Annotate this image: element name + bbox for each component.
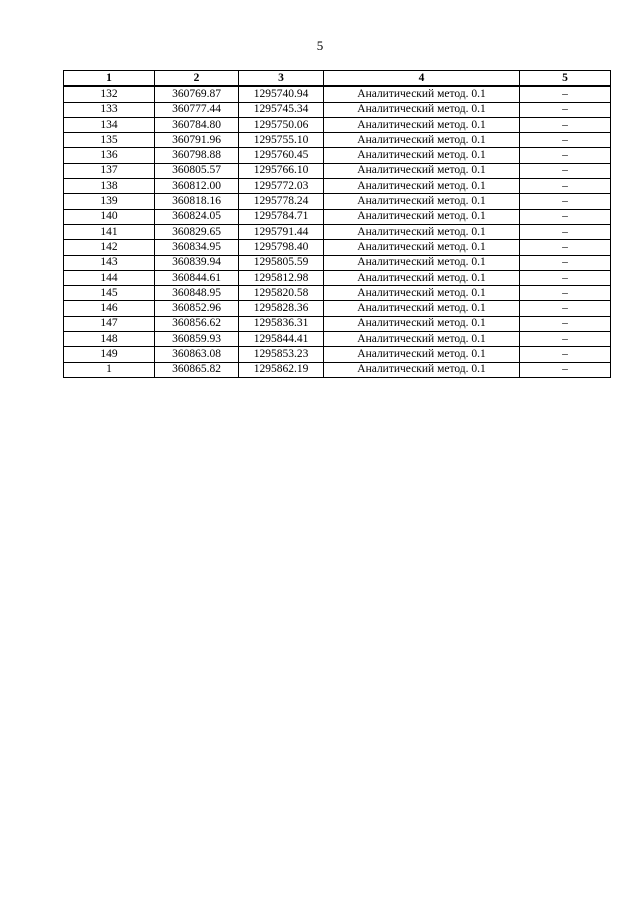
note-cell: –	[520, 133, 611, 148]
header-cell-1: 1	[64, 71, 155, 87]
table-row	[64, 86, 611, 102]
note-cell: –	[520, 347, 611, 362]
method-cell: Аналитический метод. 0.1	[324, 148, 520, 163]
method-cell: Аналитический метод. 0.1	[324, 224, 520, 239]
y-coordinate-cell: 1295791.44	[239, 224, 324, 239]
point-number-cell: 137	[64, 163, 155, 178]
method-cell: Аналитический метод. 0.1	[324, 362, 520, 377]
x-coordinate-cell: 360848.95	[155, 286, 239, 301]
point-number-cell: 141	[64, 224, 155, 239]
y-coordinate-cell: 1295828.36	[239, 301, 324, 316]
table-row	[64, 179, 611, 194]
note-cell: –	[520, 209, 611, 224]
x-coordinate-cell: 360839.94	[155, 255, 239, 270]
x-coordinate-cell: 360856.62	[155, 316, 239, 331]
point-number-cell: 132	[64, 86, 155, 102]
note-cell: –	[520, 102, 611, 117]
y-coordinate-cell: 1295836.31	[239, 316, 324, 331]
method-cell: Аналитический метод. 0.1	[324, 179, 520, 194]
x-coordinate-cell: 360777.44	[155, 102, 239, 117]
x-coordinate-cell: 360791.96	[155, 133, 239, 148]
y-coordinate-cell: 1295778.24	[239, 194, 324, 209]
table-row	[64, 133, 611, 148]
y-coordinate-cell: 1295812.98	[239, 270, 324, 285]
table-row	[64, 240, 611, 255]
table-row	[64, 255, 611, 270]
point-number-cell: 134	[64, 117, 155, 132]
point-number-cell: 144	[64, 270, 155, 285]
table-body	[64, 86, 611, 377]
method-cell: Аналитический метод. 0.1	[324, 286, 520, 301]
method-cell: Аналитический метод. 0.1	[324, 240, 520, 255]
y-coordinate-cell: 1295750.06	[239, 117, 324, 132]
x-coordinate-cell: 360798.88	[155, 148, 239, 163]
y-coordinate-cell: 1295766.10	[239, 163, 324, 178]
x-coordinate-cell: 360863.08	[155, 347, 239, 362]
header-cell-3: 3	[239, 71, 324, 87]
point-number-cell: 139	[64, 194, 155, 209]
method-cell: Аналитический метод. 0.1	[324, 86, 520, 102]
table-row	[64, 102, 611, 117]
point-number-cell: 142	[64, 240, 155, 255]
table-row	[64, 316, 611, 331]
header-cell-2: 2	[155, 71, 239, 87]
y-coordinate-cell: 1295862.19	[239, 362, 324, 377]
y-coordinate-cell: 1295798.40	[239, 240, 324, 255]
y-coordinate-cell: 1295760.45	[239, 148, 324, 163]
y-coordinate-cell: 1295844.41	[239, 332, 324, 347]
header-cell-5: 5	[520, 71, 611, 87]
y-coordinate-cell: 1295740.94	[239, 86, 324, 102]
point-number-cell: 148	[64, 332, 155, 347]
y-coordinate-cell: 1295805.59	[239, 255, 324, 270]
table-row	[64, 117, 611, 132]
note-cell: –	[520, 316, 611, 331]
x-coordinate-cell: 360805.57	[155, 163, 239, 178]
coordinates-table	[63, 70, 611, 378]
note-cell: –	[520, 240, 611, 255]
y-coordinate-cell: 1295820.58	[239, 286, 324, 301]
note-cell: –	[520, 255, 611, 270]
y-coordinate-cell: 1295745.34	[239, 102, 324, 117]
table-header-row	[64, 71, 611, 87]
x-coordinate-cell: 360824.05	[155, 209, 239, 224]
method-cell: Аналитический метод. 0.1	[324, 194, 520, 209]
table-row	[64, 270, 611, 285]
point-number-cell: 145	[64, 286, 155, 301]
method-cell: Аналитический метод. 0.1	[324, 133, 520, 148]
method-cell: Аналитический метод. 0.1	[324, 255, 520, 270]
note-cell: –	[520, 362, 611, 377]
table-row	[64, 209, 611, 224]
note-cell: –	[520, 270, 611, 285]
method-cell: Аналитический метод. 0.1	[324, 163, 520, 178]
x-coordinate-cell: 360769.87	[155, 86, 239, 102]
method-cell: Аналитический метод. 0.1	[324, 102, 520, 117]
method-cell: Аналитический метод. 0.1	[324, 332, 520, 347]
note-cell: –	[520, 163, 611, 178]
table-row	[64, 301, 611, 316]
point-number-cell: 133	[64, 102, 155, 117]
note-cell: –	[520, 179, 611, 194]
table-row	[64, 163, 611, 178]
x-coordinate-cell: 360784.80	[155, 117, 239, 132]
table-row	[64, 194, 611, 209]
point-number-cell: 135	[64, 133, 155, 148]
note-cell: –	[520, 194, 611, 209]
method-cell: Аналитический метод. 0.1	[324, 209, 520, 224]
x-coordinate-cell: 360844.61	[155, 270, 239, 285]
point-number-cell: 149	[64, 347, 155, 362]
note-cell: –	[520, 286, 611, 301]
x-coordinate-cell: 360829.65	[155, 224, 239, 239]
note-cell: –	[520, 301, 611, 316]
point-number-cell: 147	[64, 316, 155, 331]
table-row	[64, 224, 611, 239]
method-cell: Аналитический метод. 0.1	[324, 117, 520, 132]
point-number-cell: 136	[64, 148, 155, 163]
y-coordinate-cell: 1295784.71	[239, 209, 324, 224]
point-number-cell: 140	[64, 209, 155, 224]
table-row	[64, 332, 611, 347]
x-coordinate-cell: 360865.82	[155, 362, 239, 377]
x-coordinate-cell: 360818.16	[155, 194, 239, 209]
method-cell: Аналитический метод. 0.1	[324, 301, 520, 316]
note-cell: –	[520, 224, 611, 239]
y-coordinate-cell: 1295772.03	[239, 179, 324, 194]
y-coordinate-cell: 1295755.10	[239, 133, 324, 148]
table-row	[64, 286, 611, 301]
note-cell: –	[520, 332, 611, 347]
point-number-cell: 143	[64, 255, 155, 270]
note-cell: –	[520, 117, 611, 132]
x-coordinate-cell: 360834.95	[155, 240, 239, 255]
x-coordinate-cell: 360852.96	[155, 301, 239, 316]
x-coordinate-cell: 360812.00	[155, 179, 239, 194]
point-number-cell: 1	[64, 362, 155, 377]
y-coordinate-cell: 1295853.23	[239, 347, 324, 362]
table-row	[64, 362, 611, 377]
point-number-cell: 146	[64, 301, 155, 316]
header-cell-4: 4	[324, 71, 520, 87]
table-row	[64, 347, 611, 362]
table-row	[64, 148, 611, 163]
method-cell: Аналитический метод. 0.1	[324, 316, 520, 331]
method-cell: Аналитический метод. 0.1	[324, 270, 520, 285]
x-coordinate-cell: 360859.93	[155, 332, 239, 347]
point-number-cell: 138	[64, 179, 155, 194]
note-cell: –	[520, 148, 611, 163]
page-number: 5	[316, 38, 324, 53]
method-cell: Аналитический метод. 0.1	[324, 347, 520, 362]
note-cell: –	[520, 86, 611, 102]
